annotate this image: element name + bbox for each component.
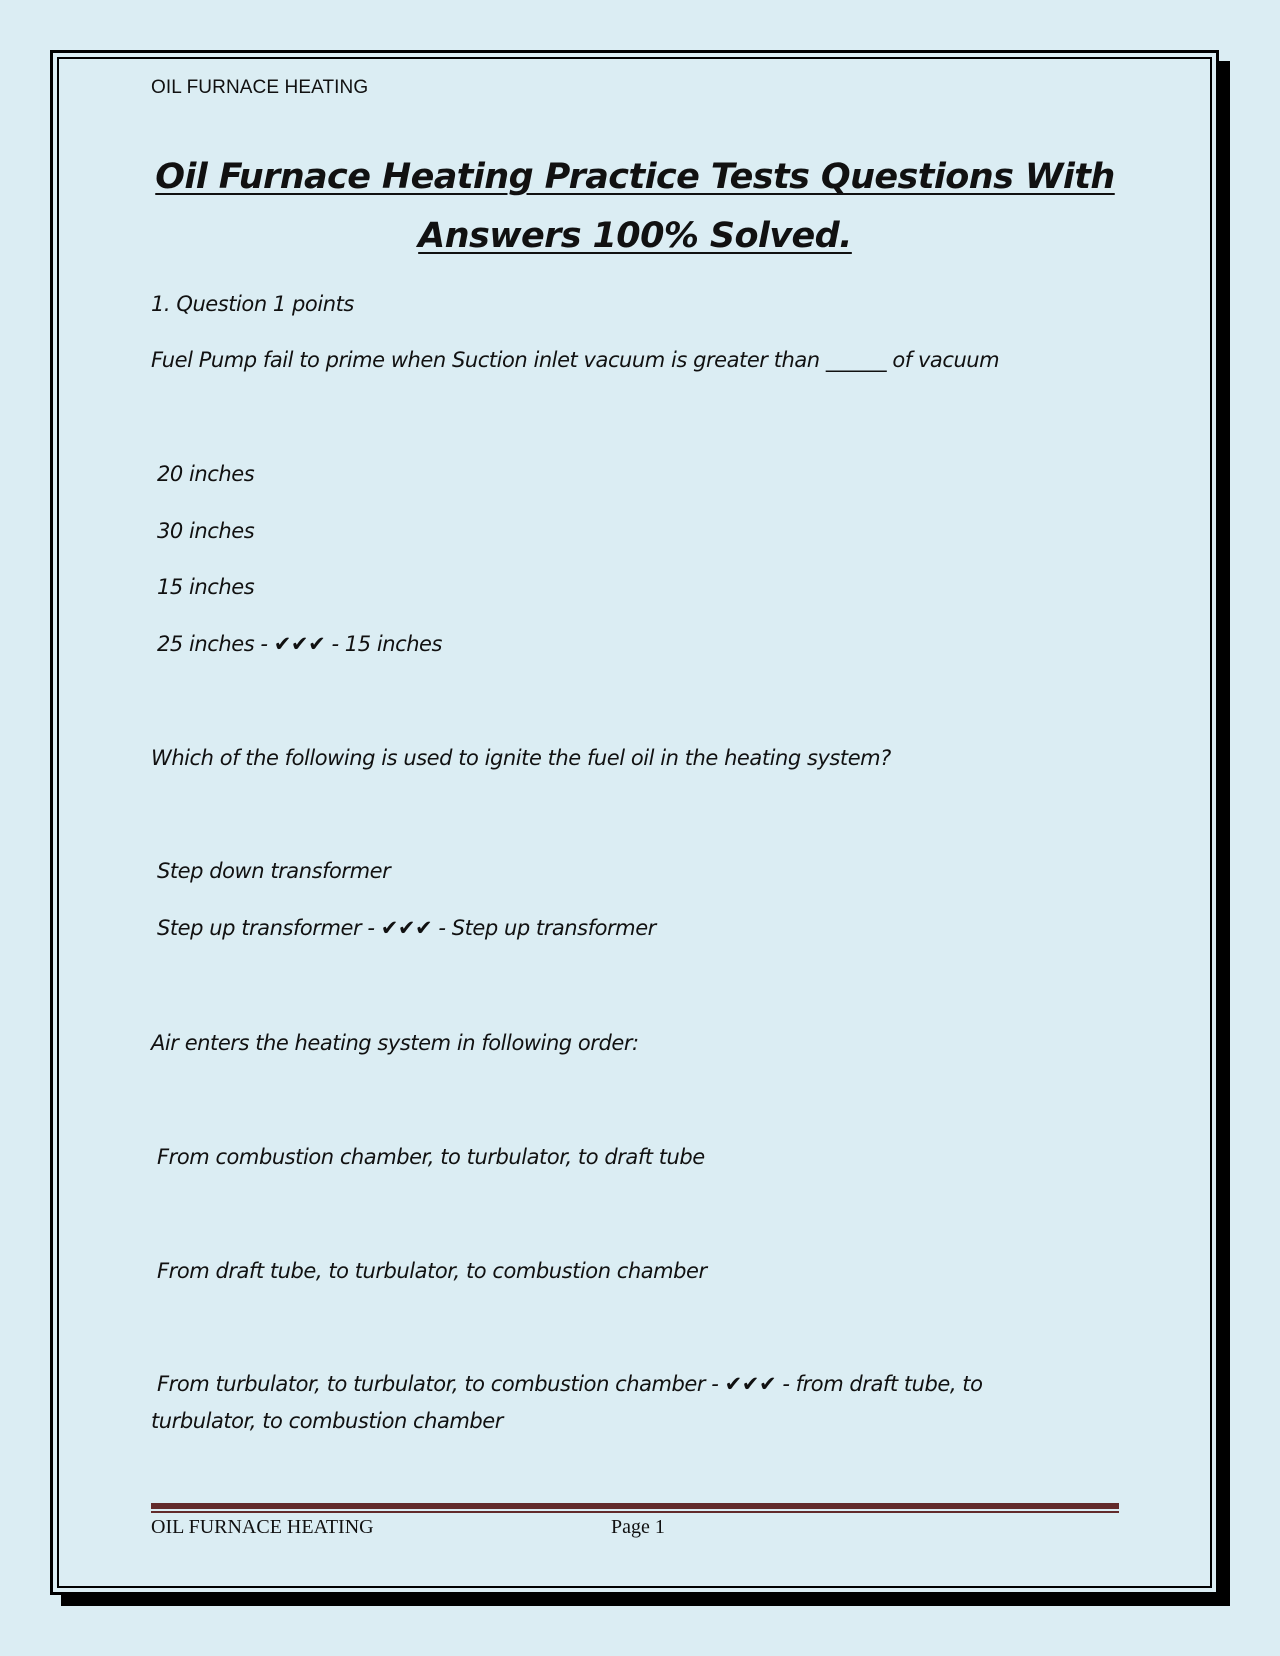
question-1-option-2: 30 inches	[157, 519, 255, 543]
document-title	[140, 148, 1130, 266]
title-line-2: Answers 100% Solved.	[418, 216, 852, 256]
title-line-1: Oil Furnace Heating Practice Tests Questions With	[155, 157, 1115, 197]
question-1-option-1: 20 inches	[157, 462, 255, 486]
question-3-option-3-continuation: turbulator, to combustion chamber	[151, 1409, 503, 1433]
question-1-text: Fuel Pump fail to prime when Suction inlet vacuum is greater than ______ of vacuum	[151, 348, 1000, 372]
footer-rule	[151, 1503, 1119, 1509]
question-1-label: 1. Question 1 points	[151, 292, 354, 316]
page-border-inner	[57, 57, 1212, 1588]
question-1-option-4-answer: 25 inches - ✔✔✔ - 15 inches	[157, 632, 443, 656]
question-2-text: Which of the following is used to ignite the fuel oil in the heating system?	[151, 746, 891, 770]
question-1-option-3: 15 inches	[157, 575, 255, 599]
question-3-option-3-answer: From turbulator, to turbulator, to combustion chamber - ✔✔✔ - from draft tube, to	[157, 1372, 983, 1396]
footer-rule-thin	[151, 1511, 1119, 1513]
question-3-text: Air enters the heating system in following order:	[151, 1031, 639, 1055]
question-3-option-1: From combustion chamber, to turbulator, to draft tube	[157, 1145, 705, 1169]
running-header: OIL FURNACE HEATING	[151, 77, 369, 98]
question-2-option-1: Step down transformer	[157, 859, 391, 883]
footer-page-number: Page 1	[611, 1516, 665, 1538]
question-3-option-2: From draft tube, to turbulator, to combustion chamber	[157, 1259, 707, 1283]
footer-title: OIL FURNACE HEATING	[151, 1516, 374, 1538]
question-2-option-2-answer: Step up transformer - ✔✔✔ - Step up transformer	[157, 916, 656, 940]
